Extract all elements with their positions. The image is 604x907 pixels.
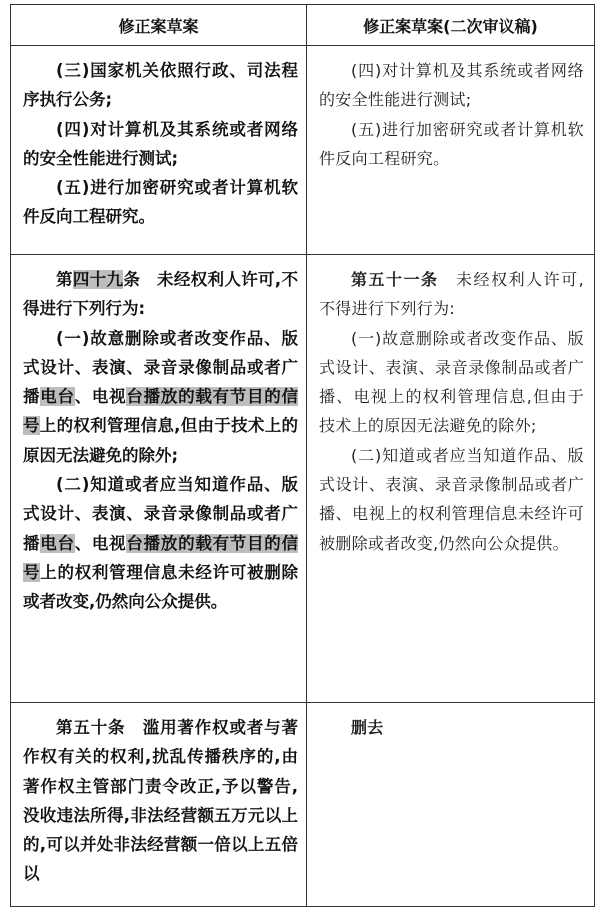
paragraph: (四)对计算机及其系统或者网络的安全性能进行测试; [319, 61, 584, 110]
article-number: 第五十一条 [351, 270, 439, 289]
paragraph: (三)国家机关依照行政、司法程序执行公务; [23, 61, 298, 110]
text-run: 条 未经权利人许可,不得进行下列行为: [23, 270, 298, 319]
deleted-note: 删去 [351, 718, 384, 737]
second-review-cell [307, 46, 595, 255]
paragraph [23, 324, 298, 470]
text-run: 上的权利管理信息,但由于技术上的原因无法避免的除外; [23, 416, 298, 465]
paragraph [23, 470, 298, 616]
text-run: 、电视 [74, 387, 127, 407]
header-row [11, 5, 595, 46]
text-run: (二)知道或者应当知道作品、版式设计、表演、录音录像制品或者广播 [23, 475, 298, 553]
highlighted-text: 台播放的载有节目的信号 [23, 533, 299, 582]
paragraph: (五)进行加密研究或者计算机软件反向工程研究。 [319, 119, 584, 168]
paragraph: (一)故意删除或者改变作品、版式设计、表演、录音录像制品或者广播、电视上的权利管理信息,但由于技术上的原因无法避免的除外; [319, 328, 584, 436]
draft-cell [11, 255, 307, 703]
second-review-cell [307, 255, 595, 703]
column-header-draft: 修正案草案 [11, 5, 307, 46]
paragraph: (四)对计算机及其系统或者网络的安全性能进行测试; [23, 119, 298, 168]
text-run: (一)故意删除或者改变作品、版式设计、表演、录音录像制品或者广播 [23, 328, 298, 407]
table-row [11, 255, 595, 703]
draft-cell [11, 703, 307, 907]
column-header-second-review: 修正案草案(二次审议稿) [307, 5, 595, 46]
paragraph: (五)进行加密研究或者计算机软件反向工程研究。 [23, 178, 298, 227]
highlighted-text: 电台 [40, 387, 75, 407]
highlighted-text: 四十九 [72, 270, 124, 289]
second-review-cell [307, 703, 595, 907]
paragraph: (二)知道或者应当知道作品、版式设计、表演、录音录像制品或者广播、电视上的权利管理信息未经许可被删除或者改变,仍然向公众提供。 [319, 445, 584, 553]
comparison-table [10, 4, 595, 907]
draft-cell [11, 46, 307, 255]
paragraph: 第五十条 滥用著作权或者与著作权有关的权利,扰乱传播秩序的,由著作权主管部门责令改正,予以警告,没收违法所得,非法经营额五万元以上的,可以并处非法经营额一倍以上五倍以 [23, 718, 298, 884]
article-heading-paragraph [319, 265, 584, 324]
table-row [11, 703, 595, 907]
table-row [11, 46, 595, 255]
highlighted-text: 台播放的载有节目的信号 [23, 387, 299, 436]
text-run: 第 [56, 270, 73, 289]
article-heading-paragraph [23, 265, 298, 324]
highlighted-text: 电台 [40, 533, 75, 553]
text-run: 上的权利管理信息未经许可被删除或者改变,仍然向公众提供。 [23, 562, 299, 612]
text-run: 、电视 [74, 533, 127, 553]
text-run: 未经权利人许可,不得进行下列行为: [319, 270, 584, 319]
